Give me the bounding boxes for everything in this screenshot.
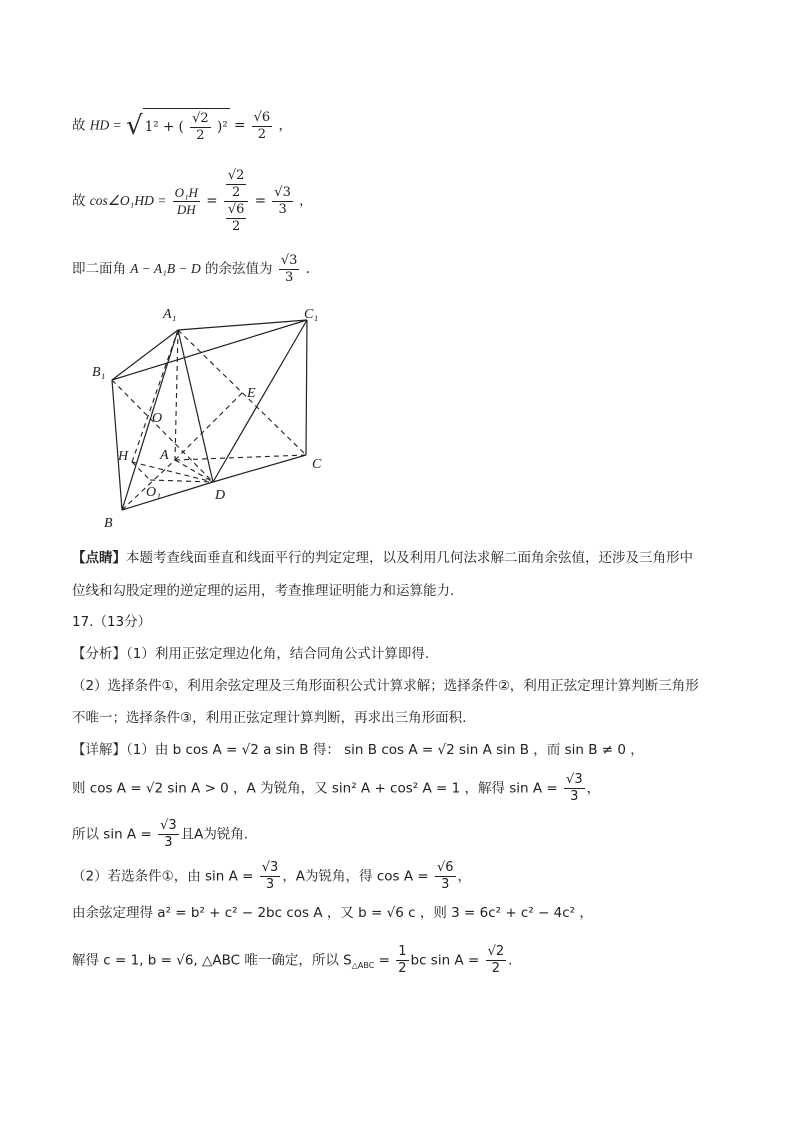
denominator: 2 — [196, 128, 205, 143]
dash-b1-d — [112, 380, 213, 482]
label-a1: A₁ — [163, 307, 177, 322]
detail-line-5 — [72, 903, 593, 923]
edge-b1-b — [112, 380, 122, 510]
detail-text-4b: ，A为锐角，得 cos A = — [282, 868, 429, 885]
numerator: O₁H — [174, 185, 198, 200]
area-subscript: △ABC — [351, 961, 375, 971]
numerator: √6 — [253, 109, 271, 125]
denominator: 3 — [570, 789, 579, 804]
denominator: 3 — [278, 202, 287, 217]
radical-sign: √ — [126, 111, 143, 141]
denominator: 2 — [231, 185, 241, 200]
hd-label: HD = — [89, 117, 122, 133]
numerator: √3 — [566, 772, 583, 787]
label-b: B — [104, 516, 113, 531]
answer-text: 即二面角 — [72, 261, 126, 277]
remark-line-2 — [72, 581, 454, 601]
detail-text-1: （1）由 b cos A = √2 a sin B 得： sin B cos A = √2 sin A sin B ，而 sin B ≠ 0 ， — [126, 742, 644, 758]
denominator: 3 — [441, 877, 450, 892]
fraction-sqrt2-over-2 — [486, 944, 507, 977]
hd-inside: 1² + ( — [144, 119, 184, 135]
hd-close: )² — [216, 119, 228, 135]
answer-line — [72, 253, 310, 286]
prism-figure — [80, 300, 340, 535]
detail-text-4a: （2）若选条件①，由 sin A = — [72, 868, 254, 885]
fraction-sqrt3-over-3 — [272, 185, 293, 218]
denominator: 3 — [164, 835, 173, 850]
detail-text-5: 由余弦定理得 a² = b² + c² − 2bc cos A ，又 b = √6 c ，则 3 = 6c² + c² − 4c² ， — [72, 905, 593, 921]
dash-o1-d — [150, 480, 213, 482]
comma: ， — [278, 117, 292, 134]
fraction-o1h-over-dh — [173, 185, 200, 218]
answer-suffix: 的余弦值为 — [205, 261, 273, 277]
label-o1: O₁ — [146, 485, 161, 500]
remark-text-2: 位线和勾股定理的逆定理的运用，考查推理证明能力和运算能力. — [72, 583, 455, 599]
denominator: 2 — [491, 961, 500, 976]
hd-radicand — [143, 108, 230, 144]
edge-b-d — [122, 482, 213, 510]
label-c: C — [312, 457, 322, 472]
label-d: D — [215, 488, 226, 503]
analysis-line-1 — [72, 644, 429, 664]
dash-a-d — [175, 460, 213, 482]
label-b1: B₁ — [92, 365, 106, 380]
fraction-sqrt3-over-3 — [564, 772, 585, 805]
text-gu: 故 — [72, 193, 86, 209]
inner-fraction-top — [226, 168, 247, 201]
detail-line-6 — [72, 944, 512, 977]
numerator: √2 — [487, 944, 505, 959]
denominator: 2 — [257, 126, 266, 142]
remark-text-1: 本题考查线面垂直和线面平行的判定定理，以及利用几何法求解二面角余弦值，还涉及三角形中 — [126, 550, 693, 566]
edge-b1-a1 — [112, 330, 178, 380]
detail-line-3 — [72, 818, 248, 851]
edge-c1-c — [306, 320, 307, 455]
numerator: √6 — [436, 860, 454, 875]
inner-fraction-bottom — [226, 202, 247, 235]
detail-line-2 — [72, 772, 600, 805]
detail-text-2: 则 cos A = √2 sin A > 0 ，A 为锐角，又 sin² A + cos² A = 1 ，解得 sin A = — [72, 780, 558, 797]
fraction-sqrt2-over-2 — [190, 111, 211, 144]
remark-line-1 — [72, 548, 693, 568]
dash-h-d — [132, 462, 213, 482]
dash-a1-c — [178, 330, 306, 455]
analysis-line-3 — [72, 708, 466, 728]
dash-a1-a — [175, 330, 178, 460]
period: . — [305, 261, 310, 277]
analysis-text-1: （1）利用正弦定理边化角，结合同角公式计算即得. — [126, 646, 430, 662]
dash-h-a1 — [132, 330, 178, 462]
denominator: 2 — [398, 961, 407, 976]
label-c1: C₁ — [304, 307, 319, 322]
label-a: A — [160, 448, 169, 463]
comma: ， — [457, 868, 472, 885]
analysis-text-3: 不唯一；选择条件③，利用正弦定理计算判断，再求出三角形面积. — [72, 710, 467, 726]
dash-a-e — [175, 390, 245, 460]
answer-expr: A − A₁B − D — [130, 261, 201, 276]
label-e: E — [247, 386, 256, 401]
q17-title — [72, 612, 151, 632]
detail-text-6c: bc sin A = — [410, 952, 480, 969]
compound-denominator — [224, 202, 249, 235]
text-gu: 故 — [72, 117, 86, 134]
compound-fraction — [224, 168, 249, 235]
numerator: √3 — [160, 818, 177, 833]
label-h: H — [118, 449, 129, 464]
fraction-sqrt6-over-3 — [435, 860, 456, 893]
denominator: 2 — [231, 219, 241, 234]
detail-text-6a: 解得 c = 1, b = √6, △ABC 唯一确定，所以 S — [72, 952, 352, 969]
remark-tag: 【点睛】 — [72, 550, 126, 566]
fraction-sqrt3-over-3 — [260, 860, 281, 893]
numerator: √3 — [274, 185, 291, 200]
fraction-1-over-2 — [396, 944, 408, 977]
numerator: √2 — [227, 168, 245, 183]
numerator: √2 — [192, 111, 209, 126]
comma: ， — [299, 193, 313, 209]
compound-numerator — [224, 168, 249, 202]
detail-text-3b: 且A为锐角. — [180, 826, 249, 843]
equals: = — [374, 952, 395, 969]
numerator: √3 — [261, 860, 279, 875]
label-o: O — [152, 411, 163, 426]
dash-a-c — [175, 455, 306, 460]
fraction-sqrt3-over-3 — [158, 818, 179, 851]
detail-line-4 — [72, 860, 471, 893]
numerator: √3 — [280, 253, 298, 268]
edge-a1-c1 — [178, 320, 307, 330]
cos-label: cos∠O₁HD = — [89, 193, 167, 208]
period: . — [508, 952, 513, 969]
numerator: √6 — [227, 202, 245, 217]
hd-equation: 故 HD = √ 1² + ( $\frac{√2}{2}$ )² = $\frac{√6}{2}$ ， — [72, 109, 292, 143]
detail-line-1 — [72, 740, 644, 760]
analysis-tag: 【分析】 — [72, 646, 126, 662]
numerator: 1 — [398, 944, 407, 959]
cos-equation: 故 cos∠O₁HD = $\frac{\text{O₁H}}{DH}$ = $\frac{\frac{√2}{2}}{\frac{√6}{2}}$ = $\frac{√3}{3}$ ， — [72, 168, 313, 234]
fraction-sqrt3-over-3 — [279, 253, 300, 286]
denominator: 3 — [265, 877, 275, 892]
detail-tag: 【详解】 — [72, 742, 126, 758]
fraction-sqrt6-over-2 — [252, 110, 273, 143]
q17-title-text: 17.（13分） — [72, 614, 152, 630]
comma: ， — [586, 780, 601, 797]
analysis-line-2 — [72, 676, 699, 696]
detail-text-3a: 所以 sin A = — [72, 826, 152, 843]
analysis-text-2: （2）选择条件①，利用余弦定理及三角形面积公式计算求解；选择条件②，利用正弦定理计算判断三角形 — [72, 678, 699, 694]
denominator: 3 — [284, 270, 294, 285]
denominator: DH — [176, 202, 196, 217]
